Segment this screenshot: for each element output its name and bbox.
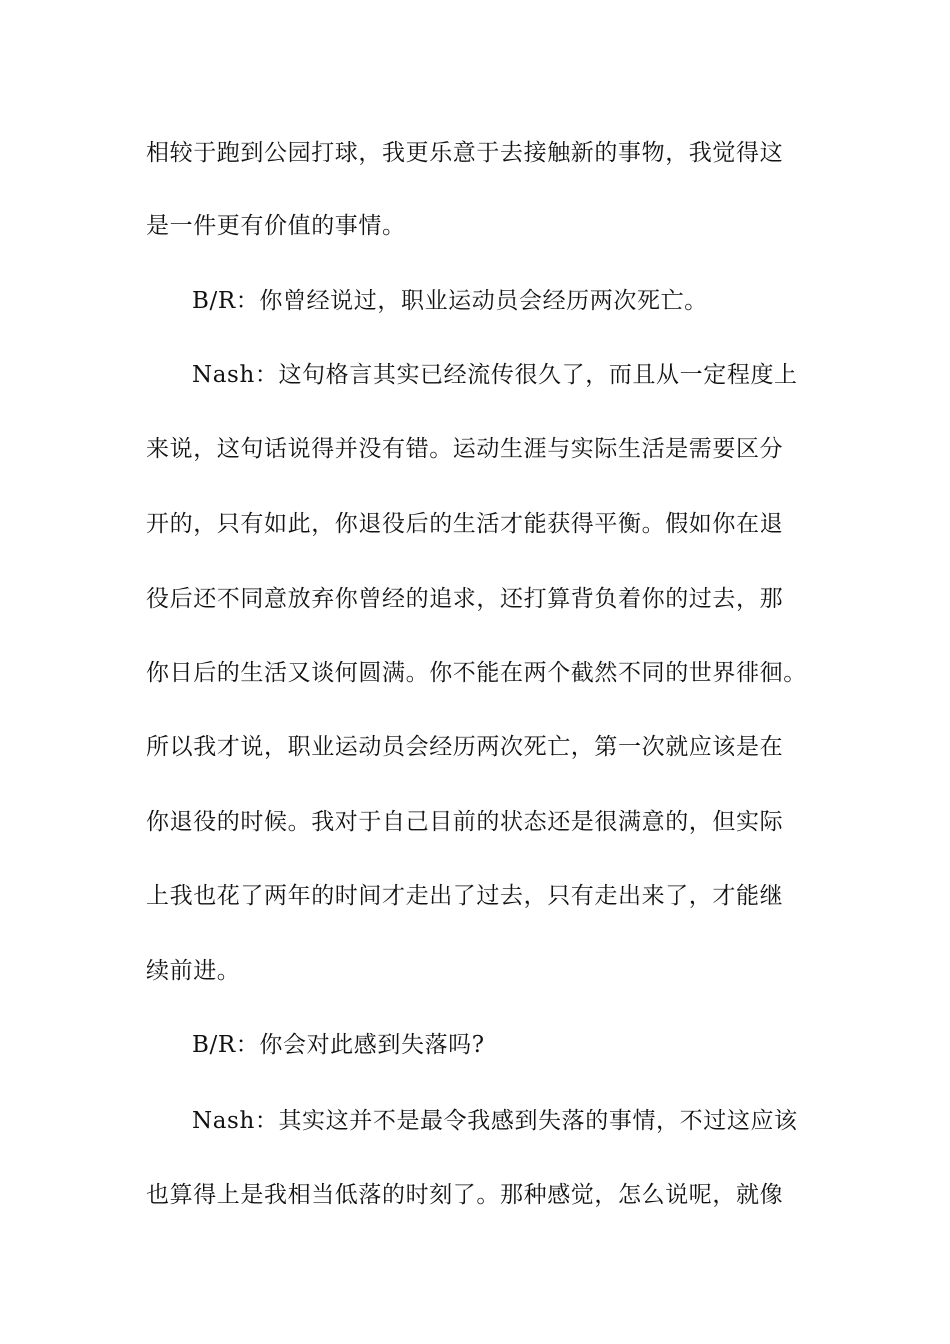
question-line: B/R：你曾经说过，职业运动员会经历两次死亡。	[192, 288, 708, 314]
paragraph-line: 你日后的生活又谈何圆满。你不能在两个截然不同的世界徘徊。	[146, 660, 807, 686]
answer-line: Nash：其实这并不是最令我感到失落的事情，不过这应该	[192, 1108, 798, 1134]
paragraph-line: 续前进。	[146, 958, 241, 984]
paragraph-line: 所以我才说，职业运动员会经历两次死亡，第一次就应该是在	[146, 734, 784, 760]
paragraph-line: 上我也花了两年的时间才走出了过去，只有走出来了，才能继	[146, 883, 784, 909]
paragraph-line: 相较于跑到公园打球，我更乐意于去接触新的事物，我觉得这	[146, 140, 784, 166]
question-line: B/R：你会对此感到失落吗?	[192, 1032, 485, 1058]
paragraph-line: 来说，这句话说得并没有错。运动生涯与实际生活是需要区分	[146, 436, 784, 462]
paragraph-line: 是一件更有价值的事情。	[146, 213, 406, 239]
paragraph-line: 也算得上是我相当低落的时刻了。那种感觉，怎么说呢，就像	[146, 1182, 784, 1208]
paragraph-line: 役后还不同意放弃你曾经的追求，还打算背负着你的过去，那	[146, 586, 784, 612]
answer-line: Nash：这句格言其实已经流传很久了，而且从一定程度上	[192, 362, 798, 388]
paragraph-line: 开的，只有如此，你退役后的生活才能获得平衡。假如你在退	[146, 511, 784, 537]
paragraph-line: 你退役的时候。我对于自己目前的状态还是很满意的，但实际	[146, 809, 784, 835]
